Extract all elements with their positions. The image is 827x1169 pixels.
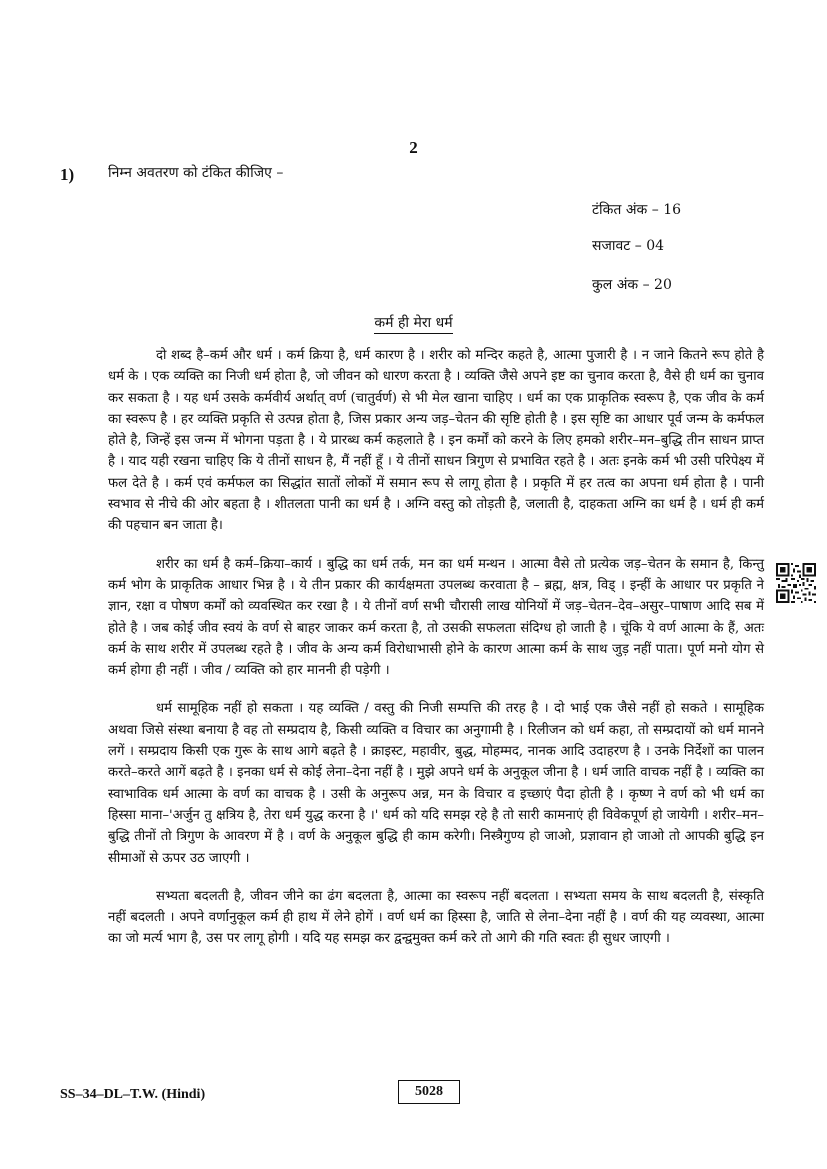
- paragraph-2: शरीर का धर्म है कर्म–क्रिया–कार्य । बुद्धि का धर्म तर्क, मन का धर्म मन्थन । आत्मा वैसे तो प्रत्येक जड़–चेतन के समान है, किन्तु कर्म भोग के प्राकृतिक आधार भिन्न है । ये तीन प्रकार की कार्यक्षमता उपलब्ध करवाता है – ब्रह्म, क्षत्र, विड् । इन्हीं के आधार पर प्रकृति ने ज्ञान, रक्षा व पोषण कर्मों को व्यवस्थित कर रखा है । ये तीनों वर्ण सभी चौरासी लाख योनियों में जड़–चेतन–देव–असुर–पाषाण आदि सब में होते है । जब कोई जीव स्वयं के वर्ण से बाहर जाकर कर्म करता है, तो उसकी सफलता संदिग्ध हो जाती है । चूंकि ये वर्ण आत्मा के हैं, अतः कर्म के साथ शरीर में उपलब्ध रहते है । जीव के अन्य कर्म विरोधाभासी होने के कारण आत्मा कर्म के साथ जुड़ नहीं पाता। पूर्ण मनो योग से कर्म होगा ही नहीं । जीव / व्यक्ति को हार माननी ही पड़ेगी ।: [108, 556, 764, 679]
- typing-marks: टंकित अंक – 16: [592, 202, 682, 218]
- paragraph-1: दो शब्द है–कर्म और धर्म । कर्म क्रिया है, धर्म कारण है । शरीर को मन्दिर कहते है, आत्मा पुजारी है । न जाने कितने रूप होते है धर्म के । एक व्यक्ति का निजी धर्म होता है, जो जीवन को धारण करता है । व्यक्ति जैसे अपने इष्ट का चुनाव करता है, वैसे ही धर्म का चुनाव कर सकता है । यह धर्म उसके कर्मवीर्य अर्थात् वर्ण (चातुर्वर्ण) से भी मेल खाना चाहिए । धर्म का एक प्राकृतिक स्वरूप है, एक जीव के कर्म का स्वरूप है । हर व्यक्ति प्रकृति से उत्पन्न होता है, जिस प्रकार अन्य जड़–चेतन की सृष्टि होती है । इस सृष्टि का आधार पूर्व जन्म के कर्मफल होते है, जिन्हें इस जन्म में भोगना पड़ता है । ये प्रारब्ध कर्म कहलाते है । इन कर्मों को करने के लिए हमको शरीर–मन–बुद्धि तीन साधन प्राप्त है । याद यही रखना चाहिए कि ये तीनों साधन है, मैं नहीं हूँ । ये तीनों साधन त्रिगुण से प्रभावित रहते है । अतः इनके कर्म भी उसी परिपेक्ष्य में फल देते है । कर्म एवं कर्मफल का सिद्धांत सातों लोकों में समान रूप से लागू होता है । प्रकृति में हर तत्व का अपना धर्म होता है । पानी स्वभाव से नीचे की ओर बहता है । शीतलता पानी का धर्म है । अग्नि वस्तु को तोड़ती है, जलाती है, दाहकता अग्नि का धर्म है । धर्म ही कर्म की पहचान बन जाता है।: [108, 348, 764, 534]
- decoration-marks: सजावट – 04: [592, 238, 665, 254]
- question-number: 1): [60, 165, 75, 184]
- total-marks: कुल अंक – 20: [592, 277, 672, 293]
- qr-code-icon: [776, 563, 816, 603]
- footer-box-code: 5028: [398, 1080, 460, 1104]
- footer-code: SS–34–DL–T.W. (Hindi): [60, 1087, 206, 1102]
- paragraph-4: सभ्यता बदलती है, जीवन जीने का ढंग बदलता है, आत्मा का स्वरूप नहीं बदलता । सभ्यता समय के साथ बदलती है, संस्कृति नहीं बदलती । अपने वर्णानुकूल कर्म ही हाथ में लेने होगें । वर्ण धर्म का हिस्सा है, जाति से लेना–देना नहीं है । वर्ण की यह व्यवस्था, आत्मा का जो मर्त्य भाग है, उस पर लागू होगी । यदि यह समझ कर द्वन्द्वमुक्त कर्म करे तो आगे की गति स्वतः ही सुधर जाएगी ।: [108, 888, 764, 947]
- question-instruction: निम्न अवतरण को टंकित कीजिए –: [108, 165, 284, 181]
- passage-body: [108, 345, 764, 967]
- paragraph-3: धर्म सामूहिक नहीं हो सकता । यह व्यक्ति / वस्तु की निजी सम्पत्ति की तरह है । दो भाई एक जैसे नहीं हो सकते । सामूहिक अथवा जिसे संस्था बनाया है वह तो सम्प्रदाय है, किसी व्यक्ति व विचार का अनुगामी है । रिलीजन को धर्म कहा, तो सम्प्रदायों को धर्म मानने लगें । सम्प्रदाय किसी एक गुरू के साथ आगे बढ़ते है । क्राइस्ट, महावीर, बुद्ध, मोहम्मद, नानक आदि उदाहरण है । उनके निर्देशों का पालन करते–करते आगें बढ़ते है । इनका धर्म से कोई लेना–देना नहीं है । मुझे अपने धर्म के अनुकूल जीना है । धर्म जाति वाचक नहीं है । व्यक्ति का स्वाभाविक धर्म आत्मा के वर्ण का वाचक है । उसी के अनुरूप अन्न, मन के विचार व इच्छाएं पैदा होती है । कृष्ण ने वर्ण को भी धर्म का हिस्सा माना–'अर्जुन तु क्षत्रिय है, तेरा धर्म युद्ध करना है ।' धर्म को यदि समझ रहे है तो सारी कामनाएं ही विवेकपूर्ण हो जायेगी । शरीर–मन–बुद्धि तीनों तो त्रिगुण के आवरण में है । वर्ण के अनुकूल बुद्धि ही काम करेगी। निस्त्रैगुण्य हो जाओ, प्रज्ञावान हो जाओ तो आपकी बुद्धि इन सीमाओं से ऊपर उठ जाएगी ।: [108, 701, 764, 866]
- page-number: 2: [409, 138, 418, 157]
- passage-title-wrap: [0, 313, 827, 332]
- passage-title: कर्म ही मेरा धर्म: [374, 315, 452, 334]
